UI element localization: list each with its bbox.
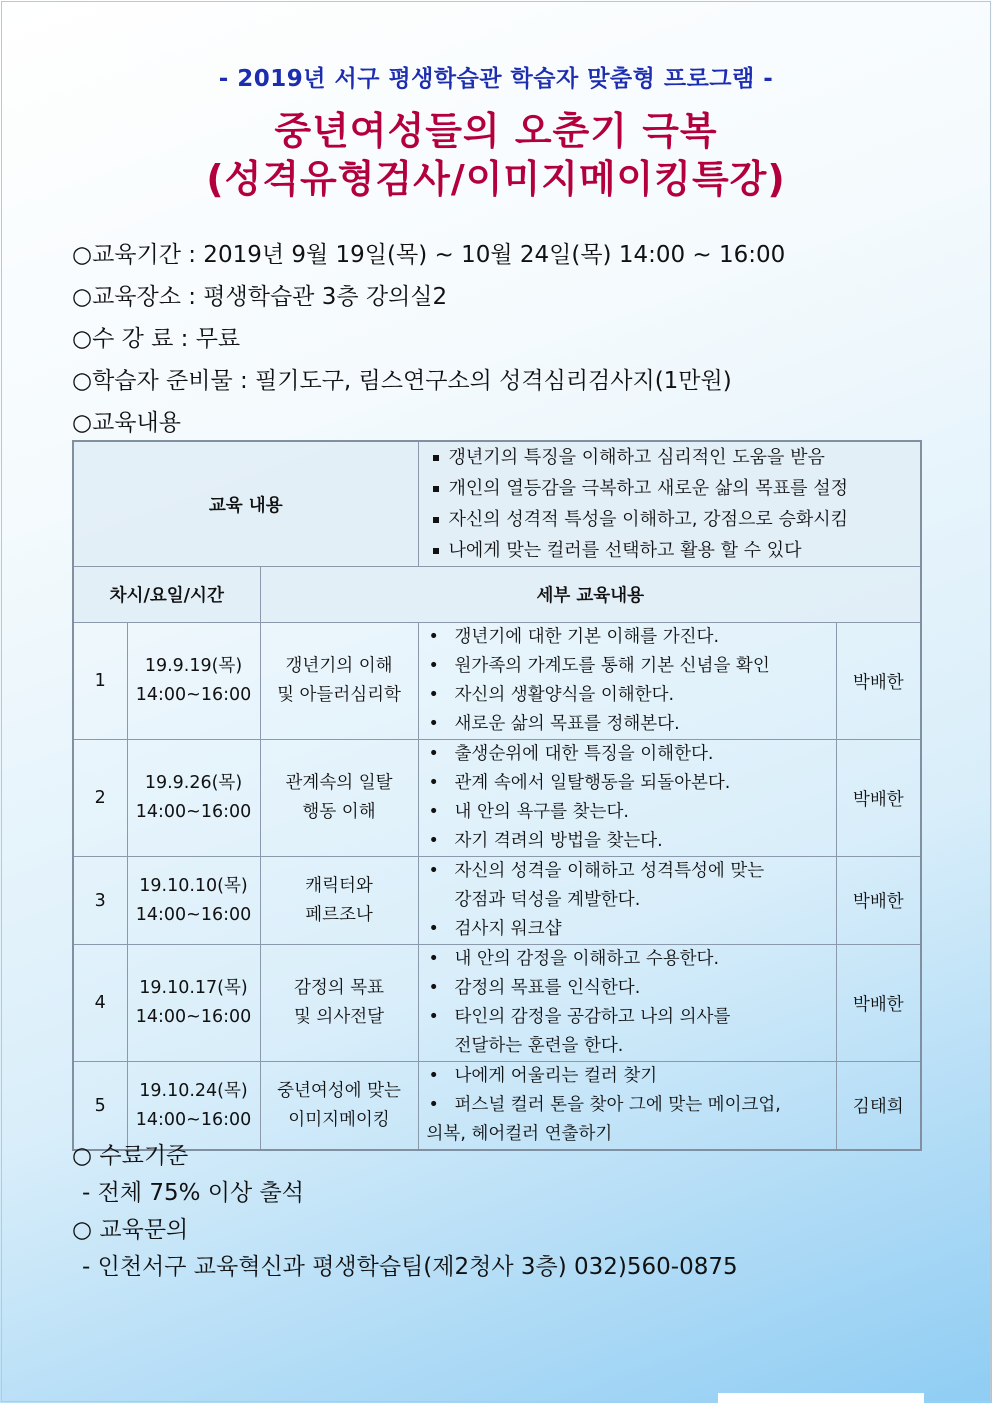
- detail-item: • 출생순위에 대한 특징을 이해한다.: [427, 740, 836, 769]
- detail-text: 자신의 성격을 이해하고 성격특성에 맞는: [454, 861, 765, 881]
- session-details: [418, 1062, 836, 1151]
- session-date: 19.9.19(목): [144, 656, 243, 676]
- detail-item: [427, 1003, 836, 1061]
- detail-text: 타인의 감정을 공감하고 나의 의사를: [454, 1007, 731, 1027]
- page-title-sub: (성격유형검사/이미지메이킹특강): [206, 157, 786, 201]
- objective-item: 개인의 열등감을 극복하고 새로운 삶의 목표를 설정: [429, 473, 921, 504]
- objective-item: 갱년기의 특징을 이해하고 심리적인 도움을 받음: [429, 442, 921, 473]
- info-materials: ○학습자 준비물 : 필기도구, 림스연구소의 성격심리검사지(1만원): [72, 368, 732, 394]
- session-topic: [260, 945, 418, 1062]
- session-date: 19.9.26(목): [144, 773, 243, 793]
- objectives-row: [73, 441, 921, 567]
- session-number: 4: [73, 945, 127, 1062]
- completion-heading: ○ 수료기준: [72, 1143, 189, 1169]
- detail-item: • 검사지 워크샵: [427, 915, 836, 944]
- completion-detail: - 전체 75% 이상 출석: [82, 1180, 304, 1206]
- info-place: ○교육장소 : 평생학습관 3층 강의실2: [72, 284, 448, 310]
- session-date: 19.10.10(목): [139, 875, 248, 896]
- col-detail-header: 세부 교육내용: [260, 567, 921, 623]
- corner-mark: [718, 1393, 924, 1403]
- detail-item: • 관계 속에서 일탈행동을 되돌아본다.: [427, 769, 836, 798]
- instructor: 김태희: [836, 1062, 921, 1151]
- detail-item: • 내 안의 욕구를 찾는다.: [427, 798, 836, 827]
- objective-item: 나에게 맞는 컬러를 선택하고 활용 할 수 있다: [429, 535, 921, 566]
- instructor: 박배한: [836, 857, 921, 945]
- detail-text-cont: 전달하는 훈련을 한다.: [454, 1036, 624, 1056]
- inquiry-heading: ○ 교육문의: [72, 1217, 189, 1243]
- topic-line: 감정의 목표: [293, 978, 385, 998]
- topic-line: 캐릭터와: [305, 875, 373, 896]
- content-label: 교육 내용: [73, 441, 418, 567]
- inquiry-detail: - 인천서구 교육혁신과 평생학습팀(제2청사 3층) 032)560-0875: [82, 1254, 738, 1280]
- table-row: [73, 945, 921, 1062]
- session-details: [418, 945, 836, 1062]
- detail-item: • 새로운 삶의 목표를 정해본다.: [427, 710, 836, 739]
- topic-line: 페르조나: [305, 904, 373, 925]
- session-time: 14:00~16:00: [135, 802, 252, 822]
- session-details: [418, 857, 836, 945]
- session-date: 19.10.24(목): [139, 1080, 248, 1101]
- detail-item: • 자신의 생활양식을 이해한다.: [427, 681, 836, 710]
- detail-item: • 감정의 목표를 인식한다.: [427, 974, 836, 1003]
- detail-item: • 나에게 어울리는 컬러 찾기: [427, 1062, 836, 1091]
- objectives-cell: [418, 441, 921, 567]
- table-row: [73, 857, 921, 945]
- program-subtitle: - 2019년 서구 평생학습관 학습자 맞춤형 프로그램 -: [218, 66, 774, 92]
- detail-item: • 내 안의 감정을 이해하고 수용한다.: [427, 945, 836, 974]
- session-number: 3: [73, 857, 127, 945]
- detail-text: 퍼스널 컬러 톤을 찾아 그에 맞는 메이크업,: [454, 1095, 781, 1115]
- session-time: 14:00~16:00: [135, 685, 252, 705]
- info-period: ○교육기간 : 2019년 9월 19일(목) ~ 10월 24일(목) 14:00 ~ 16:00: [72, 242, 786, 268]
- instructor: 박배한: [836, 623, 921, 740]
- detail-item: [427, 857, 836, 915]
- detail-text-cont: 강점과 덕성을 계발한다.: [454, 890, 641, 910]
- session-datetime: [127, 857, 260, 945]
- session-number: 5: [73, 1062, 127, 1151]
- column-header-row: [73, 567, 921, 623]
- instructor: 박배한: [836, 945, 921, 1062]
- table-row: [73, 1062, 921, 1151]
- table-row: [73, 740, 921, 857]
- session-number: 1: [73, 623, 127, 740]
- table-row: [73, 623, 921, 740]
- detail-item: • 갱년기에 대한 기본 이해를 가진다.: [427, 623, 836, 652]
- page-title: 중년여성들의 오춘기 극복: [274, 109, 718, 153]
- instructor: 박배한: [836, 740, 921, 857]
- topic-line: 행동 이해: [302, 802, 376, 822]
- detail-item: • 원가족의 가계도를 통해 기본 신념을 확인: [427, 652, 836, 681]
- col-session-header: 차시/요일/시간: [73, 567, 260, 623]
- detail-item: • 자기 격려의 방법을 찾는다.: [427, 827, 836, 856]
- objective-item: 자신의 성격적 특성을 이해하고, 강점으로 승화시킴: [429, 504, 921, 535]
- detail-text-cont: 의복, 헤어컬러 연출하기: [426, 1124, 613, 1144]
- session-datetime: [127, 945, 260, 1062]
- session-topic: [260, 623, 418, 740]
- session-time: 14:00~16:00: [135, 1109, 252, 1130]
- session-date: 19.10.17(목): [139, 978, 248, 998]
- session-datetime: [127, 740, 260, 857]
- curriculum-table: [72, 440, 922, 1151]
- topic-line: 및 아들러심리학: [277, 685, 401, 705]
- session-details: [418, 740, 836, 857]
- session-topic: [260, 857, 418, 945]
- session-datetime: [127, 623, 260, 740]
- session-topic: [260, 740, 418, 857]
- info-content-heading: ○교육내용: [72, 410, 181, 436]
- session-topic: [260, 1062, 418, 1151]
- topic-line: 중년여성에 맞는: [277, 1080, 401, 1101]
- info-fee: ○수 강 료 : 무료: [72, 326, 241, 352]
- session-details: [418, 623, 836, 740]
- topic-line: 갱년기의 이해: [285, 656, 393, 676]
- session-time: 14:00~16:00: [135, 1007, 252, 1027]
- topic-line: 관계속의 일탈: [285, 773, 393, 793]
- detail-item: [427, 1091, 836, 1149]
- topic-line: 및 의사전달: [293, 1007, 385, 1027]
- topic-line: 이미지메이킹: [288, 1109, 390, 1130]
- session-number: 2: [73, 740, 127, 857]
- session-time: 14:00~16:00: [135, 904, 252, 925]
